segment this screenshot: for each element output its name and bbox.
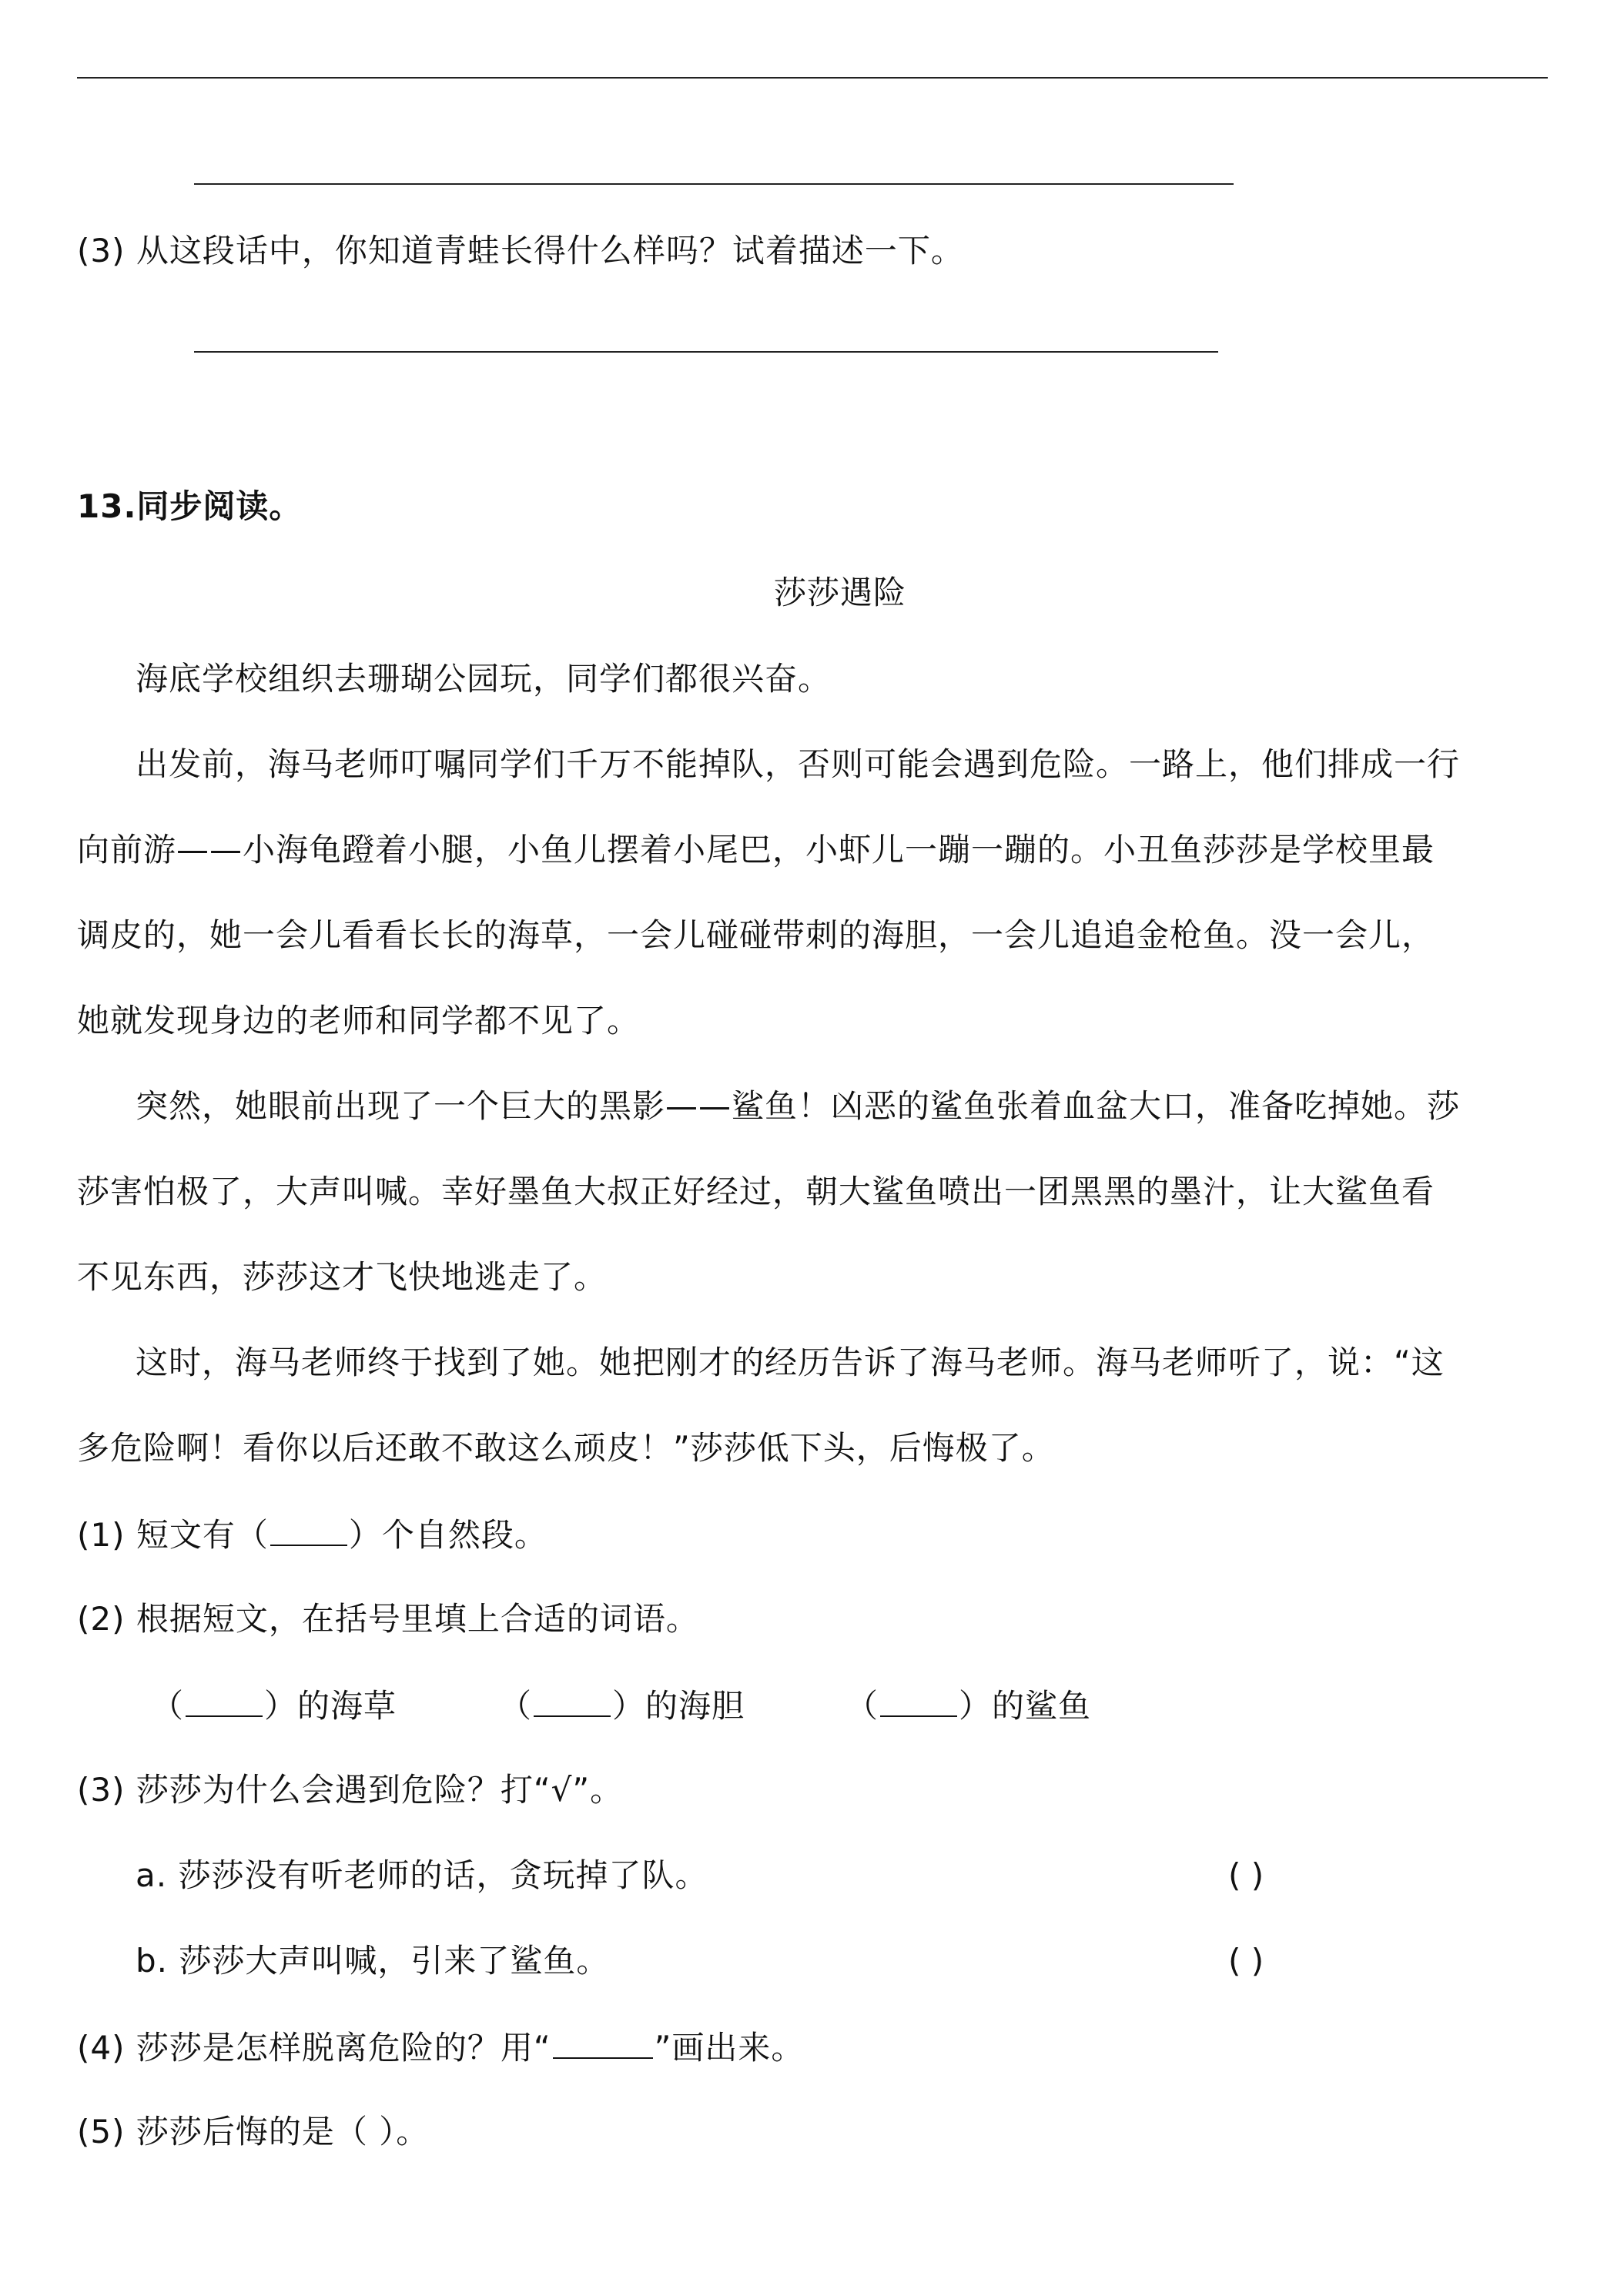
prev-question-3: (3) 从这段话中，你知道青蛙长得什么样吗？试着描述一下。 <box>77 232 964 269</box>
question-1-suffix: ）个自然段。 <box>348 1516 547 1554</box>
question-2-item-1-open: （ <box>151 1687 185 1725</box>
question-3-option-a: a. 莎莎没有听老师的话，贪玩掉了队。 <box>136 1856 708 1894</box>
question-2-item-2 <box>499 1682 745 1729</box>
question-4 <box>77 2023 804 2071</box>
question-1-blank[interactable] <box>270 1511 347 1546</box>
question-4-prefix: (4) 莎莎是怎样脱离危险的？用“ <box>77 2029 551 2067</box>
question-3-option-b-checkbox[interactable]: ( ) <box>1228 1942 1264 1980</box>
story-paragraph-2-line-2: 向前游——小海龟蹬着小腿，小鱼儿摆着小尾巴，小虾儿一蹦一蹦的。小丑鱼莎莎是学校里最 <box>77 831 1435 869</box>
answer-line-q3-prev <box>194 351 1218 353</box>
question-2-item-3-open: （ <box>845 1687 879 1725</box>
question-4-suffix: ”画出来。 <box>654 2029 805 2067</box>
question-3-option-a-checkbox[interactable]: ( ) <box>1228 1856 1264 1894</box>
question-2: (2) 根据短文，在括号里填上合适的词语。 <box>77 1600 699 1638</box>
story-title: 莎莎遇险 <box>774 574 907 611</box>
story-paragraph-4-line-1: 这时，海马老师终于找到了她。她把刚才的经历告诉了海马老师。海马老师听了，说：“这 <box>136 1344 1445 1381</box>
question-5: (5) 莎莎后悔的是（ ）。 <box>77 2113 430 2150</box>
question-1 <box>77 1511 547 1558</box>
question-3-option-b: b. 莎莎大声叫喊，引来了鲨鱼。 <box>136 1942 610 1980</box>
question-2-item-1 <box>151 1682 397 1729</box>
question-2-blank-1[interactable] <box>186 1682 263 1717</box>
story-paragraph-4-line-2: 多危险啊！看你以后还敢不敢这么顽皮！”莎莎低下头，后悔极了。 <box>77 1429 1055 1467</box>
question-2-item-3 <box>845 1682 1091 1729</box>
top-divider <box>77 77 1548 79</box>
question-2-item-2-open: （ <box>499 1687 533 1725</box>
story-paragraph-3-line-1: 突然，她眼前出现了一个巨大的黑影——鲨鱼！凶恶的鲨鱼张着血盆大口，准备吃掉她。莎 <box>136 1087 1461 1125</box>
question-4-underline-mark <box>553 2023 653 2059</box>
question-3: (3) 莎莎为什么会遇到危险？打“√”。 <box>77 1771 624 1809</box>
story-paragraph-2-line-3: 调皮的，她一会儿看看长长的海草，一会儿碰碰带刺的海胆，一会儿追追金枪鱼。没一会儿， <box>77 916 1435 954</box>
question-2-item-2-label: ）的海胆 <box>612 1687 745 1725</box>
answer-line-prev <box>194 183 1234 185</box>
story-paragraph-1: 海底学校组织去珊瑚公园玩，同学们都很兴奋。 <box>136 660 832 698</box>
section-title: 同步阅读。 <box>136 487 303 525</box>
question-2-blank-2[interactable] <box>534 1682 611 1717</box>
question-2-blank-3[interactable] <box>880 1682 957 1717</box>
story-paragraph-2-line-4: 她就发现身边的老师和同学都不见了。 <box>77 1002 641 1039</box>
question-2-item-1-label: ）的海草 <box>264 1687 397 1725</box>
story-paragraph-3-line-3: 不见东西，莎莎这才飞快地逃走了。 <box>77 1258 608 1296</box>
section-heading <box>77 484 302 530</box>
story-paragraph-2-line-1: 出发前，海马老师叮嘱同学们千万不能掉队，否则可能会遇到危险。一路上，他们排成一行 <box>136 745 1461 783</box>
section-number: 13. <box>77 487 137 525</box>
story-paragraph-3-line-2: 莎害怕极了，大声叫喊。幸好墨鱼大叔正好经过，朝大鲨鱼喷出一团黑黑的墨汁，让大鲨鱼看 <box>77 1173 1435 1210</box>
question-1-prefix: (1) 短文有（ <box>77 1516 269 1554</box>
question-2-item-3-label: ）的鲨鱼 <box>959 1687 1092 1725</box>
